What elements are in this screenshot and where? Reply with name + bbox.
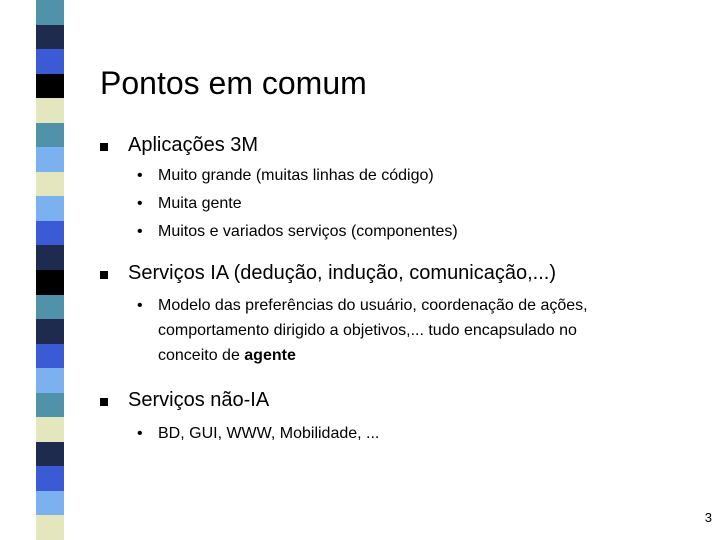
stripe-block — [36, 417, 64, 442]
square-bullet-icon — [100, 398, 108, 406]
stripe-block — [36, 270, 64, 295]
dot-bullet-icon: • — [137, 195, 143, 212]
stripe-block — [36, 196, 64, 221]
decorative-stripe — [36, 0, 64, 540]
stripe-block — [36, 442, 64, 467]
stripe-block — [36, 344, 64, 369]
list-item-text: conceito de — [158, 347, 245, 364]
stripe-block — [36, 25, 64, 50]
stripe-block — [36, 295, 64, 320]
stripe-block — [36, 466, 64, 491]
list-item: Muito grande (muitas linhas de código) — [158, 167, 434, 184]
square-bullet-icon — [100, 143, 108, 151]
stripe-block — [36, 98, 64, 123]
dot-bullet-icon: • — [137, 223, 143, 240]
stripe-block — [36, 221, 64, 246]
stripe-block — [36, 147, 64, 172]
stripe-block — [36, 245, 64, 270]
list-item-line: Modelo das preferências do usuário, coordenação de ações, — [158, 297, 588, 314]
section-heading: Aplicações 3M — [128, 134, 259, 156]
stripe-block — [36, 0, 64, 25]
list-item: Muitos e variados serviços (componentes) — [158, 223, 458, 240]
list-item-line: comportamento dirigido a objetivos,... tudo encapsulado no — [158, 322, 577, 339]
section-heading: Serviços IA (dedução, indução, comunicação,...) — [128, 262, 557, 284]
dot-bullet-icon: • — [137, 425, 143, 442]
dot-bullet-icon: • — [137, 167, 143, 184]
stripe-block — [36, 515, 64, 540]
stripe-block — [36, 123, 64, 148]
stripe-block — [36, 368, 64, 393]
stripe-block — [36, 319, 64, 344]
page-number: 3 — [704, 510, 712, 525]
list-item: Muita gente — [158, 195, 242, 212]
stripe-block — [36, 393, 64, 418]
stripe-block — [36, 172, 64, 197]
list-item-line — [158, 344, 296, 368]
stripe-block — [36, 49, 64, 74]
list-item: BD, GUI, WWW, Mobilidade, ... — [158, 425, 380, 442]
slide-title: Pontos em comum — [100, 65, 367, 102]
stripe-block — [36, 74, 64, 99]
section-heading: Serviços não-IA — [128, 389, 270, 411]
stripe-block — [36, 491, 64, 516]
square-bullet-icon — [100, 271, 108, 279]
bold-term: agente — [244, 347, 296, 364]
dot-bullet-icon: • — [137, 297, 143, 314]
